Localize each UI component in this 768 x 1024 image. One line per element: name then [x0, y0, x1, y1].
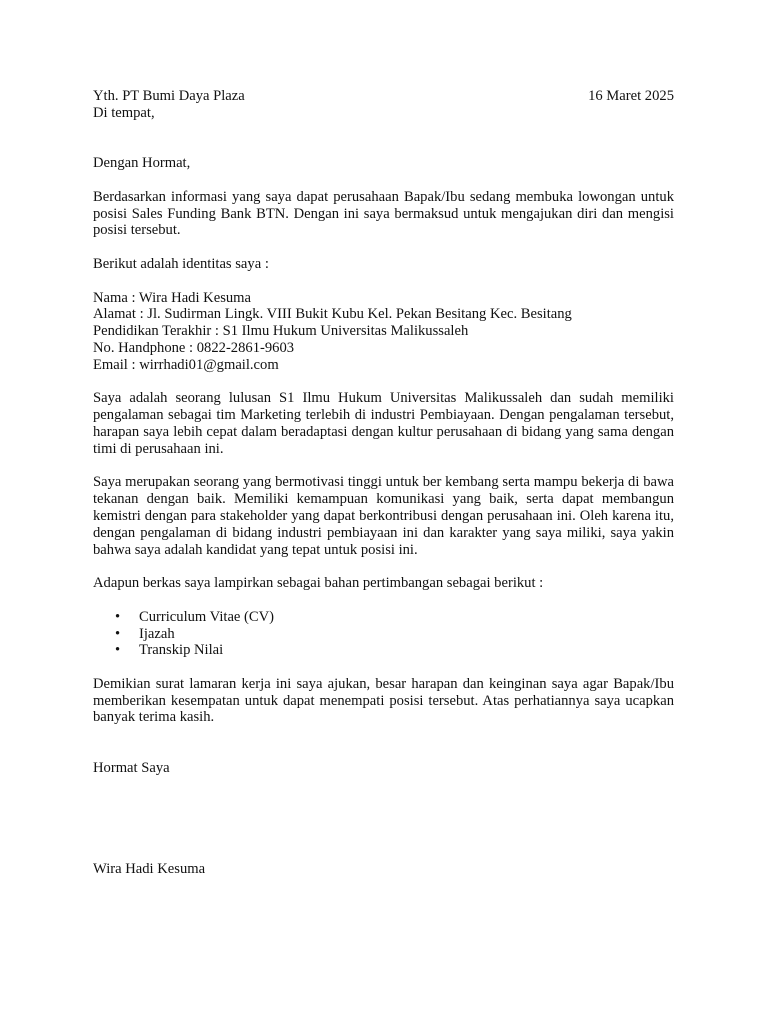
greeting: Dengan Hormat,: [93, 155, 191, 172]
identity-education: Pendidikan Terakhir : S1 Ilmu Hukum Universitas Malikussaleh: [93, 323, 469, 340]
list-item: [93, 642, 674, 659]
list-item-label: Curriculum Vitae (CV): [139, 608, 275, 625]
identity-address: Alamat : Jl. Sudirman Lingk. VIII Bukit Kubu Kel. Pekan Besitang Kec. Besitang: [93, 306, 572, 323]
location-line: Di tempat,: [93, 104, 155, 121]
bullet-icon: •: [115, 608, 121, 625]
list-item-label: Ijazah: [139, 625, 175, 642]
attachments-intro: Adapun berkas saya lampirkan sebagai bahan pertimbangan sebagai berikut :: [93, 575, 544, 592]
header-row: [93, 88, 674, 105]
identity-name: Nama : Wira Hadi Kesuma: [93, 289, 252, 306]
recipient: Yth. PT Bumi Daya Plaza: [93, 88, 245, 104]
list-item-label: Transkip Nilai: [139, 642, 224, 659]
list-item: [93, 609, 674, 626]
identity-phone: No. Handphone : 0822-2861-9603: [93, 339, 295, 356]
bullet-icon: •: [115, 642, 121, 659]
attachments-list: [93, 609, 674, 659]
letter-body: [93, 88, 674, 877]
bullet-icon: •: [115, 625, 121, 642]
list-item: [93, 626, 674, 643]
identity-email: Email : wirrhadi01@gmail.com: [93, 356, 279, 373]
experience-paragraph: Saya adalah seorang lulusan S1 Ilmu Hukum Universitas Malikussaleh dan sudah memiliki pengalaman sebagai tim Marketing terlebih di industri Pembiayaan. Dengan pengalaman tersebut, harapan saya lebih cepat dalam beradaptasi dengan kultur perusahaan di bidang yang sama dengan timi di perusahaan ini.: [93, 390, 674, 457]
identity-intro: Berikut adalah identitas saya :: [93, 255, 269, 272]
signature-name: Wira Hadi Kesuma: [93, 860, 206, 877]
closing-paragraph: Demikian surat lamaran kerja ini saya ajukan, besar harapan dan keinginan saya agar Bapak/Ibu memberikan kesempatan untuk dapat menempati posisi tersebut. Atas perhatiannya saya ucapkan banyak terima kasih.: [93, 675, 674, 726]
letter-date: 16 Maret 2025: [588, 88, 674, 104]
signoff: Hormat Saya: [93, 759, 170, 776]
intro-paragraph: Berdasarkan informasi yang saya dapat perusahaan Bapak/Ibu sedang membuka lowongan untuk posisi Sales Funding Bank BTN. Dengan ini saya bermaksud untuk mengajukan diri dan mengisi posisi tersebut.: [93, 188, 674, 239]
motivation-paragraph: Saya merupakan seorang yang bermotivasi tinggi untuk ber kembang serta mampu bekerja di bawa tekanan dengan baik. Memiliki kemampuan komunikasi yang baik, serta dapat membangun kemistri dengan para stakeholder yang dapat berkontribusi dengan perusahaan ini. Oleh karena itu, dengan pengalaman di bidang industri pembiayaan ini dan karakter yang saya miliki, saya yakin bahwa saya adalah kandidat yang tepat untuk posisi ini.: [93, 474, 674, 558]
identity-block: [93, 290, 674, 374]
